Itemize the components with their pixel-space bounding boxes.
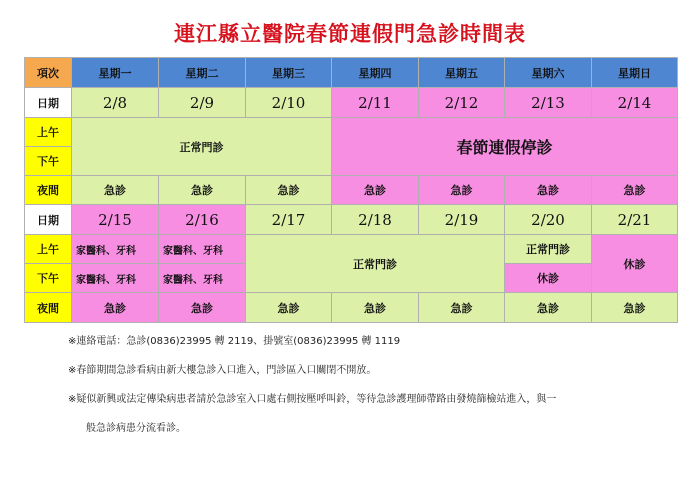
week2-date-row [25,205,678,235]
emergency-cell: 急診 [159,176,246,205]
normal-clinic-cell: 正常門診 [246,235,505,293]
row-label-date: 日期 [25,205,72,235]
emergency-cell: 急診 [592,176,678,205]
header-cell-sun: 星期日 [592,58,678,88]
week2-am-row [25,235,678,264]
note-infectious-disease: ※疑似新興或法定傳染病患者請於急診室入口處右側按壓呼叫鈴，等待急診護理師帶路由發燒篩檢站進入，與一 [68,394,557,405]
normal-clinic-cell: 正常門診 [72,118,332,176]
date-cell: 2/16 [159,205,246,235]
note-emergency-entrance: ※春節期間急診看病由新大樓急診入口進入，門診區入口關閉不開放。 [68,365,377,376]
emergency-cell: 急診 [419,293,505,323]
header-cell-mon: 星期一 [72,58,159,88]
emergency-cell: 急診 [332,176,419,205]
row-label-am: 上午 [25,118,72,147]
date-cell: 2/10 [246,88,332,118]
header-cell-sat: 星期六 [505,58,592,88]
emergency-cell: 急診 [159,293,246,323]
page-title: 連江縣立醫院春節連假門急診時間表 [174,21,526,46]
header-cell-thu: 星期四 [332,58,419,88]
schedule-table [24,57,678,323]
emergency-cell: 急診 [419,176,505,205]
date-cell: 2/14 [592,88,678,118]
row-label-am: 上午 [25,235,72,264]
header-cell-wed: 星期三 [246,58,332,88]
notes-section [68,336,678,452]
emergency-cell: 急診 [332,293,419,323]
header-cell-item: 項次 [25,58,72,88]
family-dental-cell: 家醫科、牙科 [72,235,159,264]
date-cell: 2/21 [592,205,678,235]
header-cell-fri: 星期五 [419,58,505,88]
family-dental-cell: 家醫科、牙科 [72,264,159,293]
emergency-cell: 急診 [72,293,159,323]
week2-night-row [25,293,678,323]
date-cell: 2/11 [332,88,419,118]
row-label-night: 夜間 [25,293,72,323]
date-cell: 2/13 [505,88,592,118]
sunday-closed-cell: 休診 [592,235,678,293]
date-cell: 2/19 [419,205,505,235]
header-cell-tue: 星期二 [159,58,246,88]
header-row [25,58,678,88]
date-cell: 2/9 [159,88,246,118]
week1-date-row [25,88,678,118]
emergency-cell: 急診 [246,293,332,323]
emergency-cell: 急診 [246,176,332,205]
date-cell: 2/8 [72,88,159,118]
family-dental-cell: 家醫科、牙科 [159,235,246,264]
row-label-pm: 下午 [25,147,72,176]
note-infectious-disease-cont: 般急診病患分流看診。 [86,423,186,434]
date-cell: 2/15 [72,205,159,235]
date-cell: 2/12 [419,88,505,118]
sat-normal-clinic-cell: 正常門診 [505,235,592,264]
week1-night-row [25,176,678,205]
date-cell: 2/20 [505,205,592,235]
row-label-pm: 下午 [25,264,72,293]
emergency-cell: 急診 [505,176,592,205]
holiday-closed-cell: 春節連假停診 [332,118,678,176]
row-label-night: 夜間 [25,176,72,205]
row-label-date: 日期 [25,88,72,118]
family-dental-cell: 家醫科、牙科 [159,264,246,293]
note-contact-phone: ※連絡電話：急診(0836)23995 轉 2119、掛號室(0836)23995 轉 1119 [68,336,401,347]
emergency-cell: 急診 [505,293,592,323]
date-cell: 2/18 [332,205,419,235]
emergency-cell: 急診 [72,176,159,205]
emergency-cell: 急診 [592,293,678,323]
date-cell: 2/17 [246,205,332,235]
sat-closed-cell: 休診 [505,264,592,293]
week1-am-row [25,118,678,147]
